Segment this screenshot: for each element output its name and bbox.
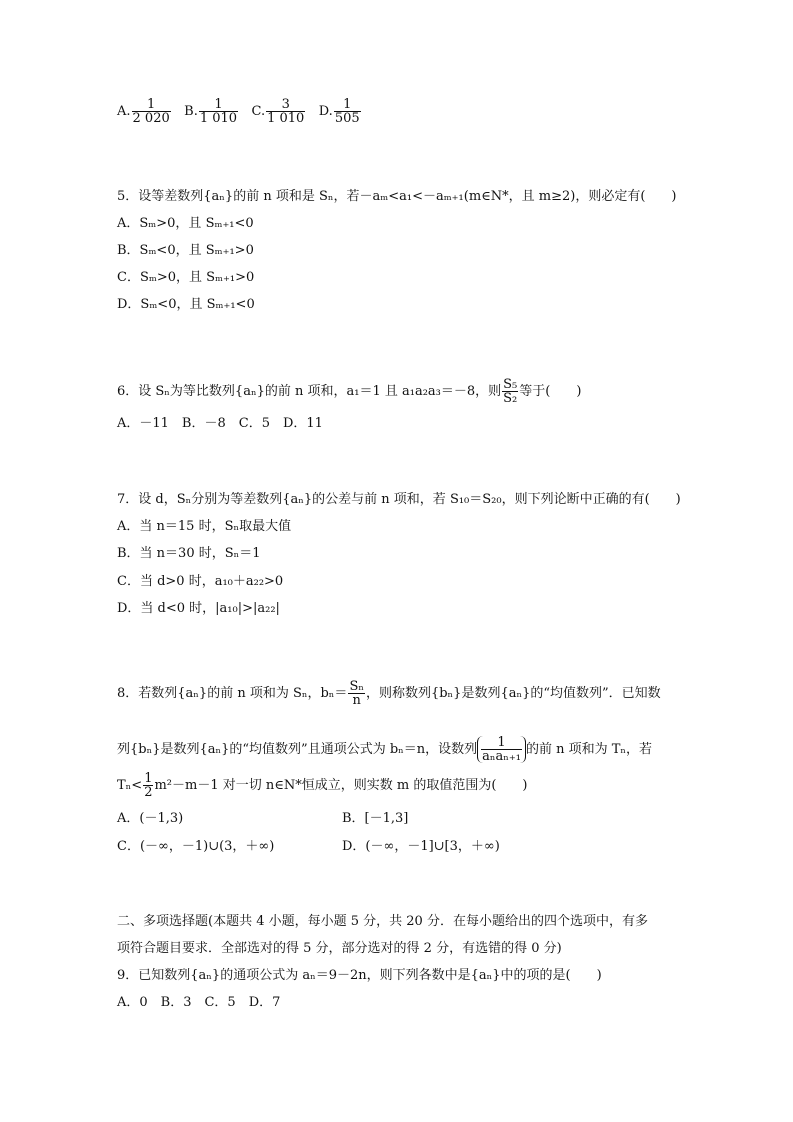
q8-line-2: 列{bₙ}是数列{aₙ}的“均值数列”且通项公式为 bₙ＝n，设数列 $\frac{1}{\text{aₙaₙ₊₁}}$ 的前 n 项和为 Tₙ，若 — [117, 735, 653, 764]
q8-option-a: A．(－1,3) — [117, 811, 184, 826]
section-2-heading-line-2: 项符合题目要求．全部选对的得 5 分，部分选对的得 2 分，有选错的得 0 分) — [117, 941, 562, 956]
q8-reciprocal-fraction: $\frac{1}{\text{aₙaₙ₊₁}}$ — [482, 735, 521, 764]
q8-line-1: 8．若数列{aₙ}的前 n 项和为 Sₙ，bₙ＝ $\frac{\text{Sₙ}}{n}$ ，则称数列{bₙ}是数列{aₙ}的“均值数列”．已知数 — [117, 679, 661, 708]
q8-option-c: C．(－∞，－1)∪(3，＋∞) — [117, 839, 275, 854]
q7-stem: 7．设 d，Sₙ分别为等差数列{aₙ}的公差与前 n 项和，若 S₁₀＝S₂₀，则下列论断中正确的有( ) — [117, 492, 681, 507]
q6-fraction: $\frac{\text{S₅}}{\text{S₂}}$ — [503, 377, 518, 406]
q4-a-fraction: $\frac{1}{2 020}$ — [132, 97, 170, 126]
q8-line-3: Tₙ< $\frac{1}{2}$ m²－m－1 对一切 n∈N*恒成立，则实数 m 的取值范围为( ) — [117, 771, 528, 800]
q7-option-b: B．当 n＝30 时，Sₙ＝1 — [117, 546, 261, 561]
q4-d-fraction: $\frac{1}{505}$ — [334, 97, 360, 126]
q4-c-fraction: $\frac{3}{1 010}$ — [267, 97, 305, 126]
q8-sequence-brace — [477, 736, 526, 763]
q8-option-b: B．[－1,3] — [342, 811, 409, 826]
q4-options — [117, 98, 362, 125]
q5-option-c: C．Sₘ>0，且 Sₘ₊₁>0 — [117, 270, 255, 285]
q7-option-c: C．当 d>0 时，a₁₀＋a₂₂>0 — [117, 574, 284, 589]
q8-sn-over-n-fraction: $\frac{\text{Sₙ}}{n}$ — [349, 679, 364, 708]
q4-option-d: D. $\frac{1}{505}$ — [318, 97, 360, 126]
section-2-heading-line-1: 二、多项选择题(本题共 4 小题，每小题 5 分，共 20 分．在每小题给出的四个选项中，有多 — [117, 914, 648, 929]
q9-stem: 9．已知数列{aₙ}的通项公式为 aₙ＝9－2n，则下列各数中是{aₙ}中的项的是( ) — [117, 968, 602, 983]
q5-option-d: D．Sₘ<0，且 Sₘ₊₁<0 — [117, 297, 255, 312]
q6-stem: 6．设 Sₙ为等比数列{aₙ}的前 n 项和，a₁＝1 且 a₁a₂a₃＝－8，则 $\frac{\text{S₅}}{\text{S₂}}$ 等于( ) — [117, 377, 582, 406]
q7-option-a: A．当 n＝15 时，Sₙ取最大值 — [117, 519, 292, 534]
q4-option-c: C. $\frac{3}{1 010}$ — [251, 97, 305, 126]
q6-options: A．－11 B．－8 C．5 D．11 — [117, 416, 323, 431]
q4-b-fraction: $\frac{1}{1 010}$ — [199, 97, 238, 126]
q4-option-a: A. $\frac{1}{2 020}$ — [117, 97, 170, 126]
q5-option-b: B．Sₘ<0，且 Sₘ₊₁>0 — [117, 243, 254, 258]
q5-stem: 5．设等差数列{aₙ}的前 n 项和是 Sₙ，若－aₘ<a₁<－aₘ₊₁(m∈N*，且 m≥2)，则必定有( ) — [117, 189, 677, 204]
q5-option-a: A．Sₘ>0，且 Sₘ₊₁<0 — [117, 216, 254, 231]
q8-half-fraction: $\frac{1}{2}$ — [144, 771, 153, 800]
q7-option-d: D．当 d<0 时，|a₁₀|>|a₂₂| — [117, 601, 280, 616]
q8-option-d: D．(－∞，－1]∪[3，＋∞) — [342, 839, 500, 854]
q4-option-b: B. $\frac{1}{1 010}$ — [184, 97, 238, 126]
q9-options: A．0 B．3 C．5 D．7 — [117, 995, 281, 1010]
